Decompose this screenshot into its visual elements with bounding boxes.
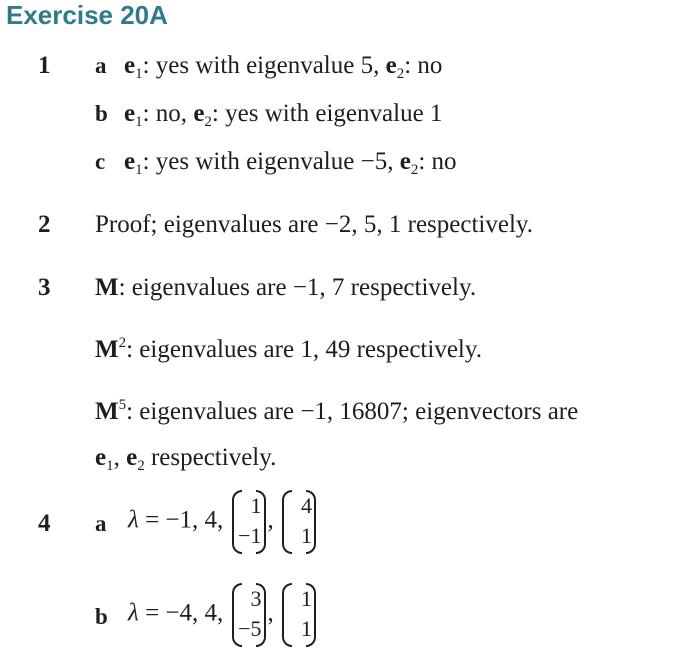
q1-part-c-answer: $e_1$: yes with eigenvalue −5, $e_2$: no (124, 148, 457, 178)
q4-part-a-label: a (95, 511, 107, 536)
q4-part-b-label: b (95, 604, 108, 629)
q4-part-a-answer: λ = −1, 4, 1 −1 , 4 1 (128, 490, 318, 554)
q4b-eigenvector-2: 1 1 (282, 583, 316, 647)
q4a-eigenvector-2: 4 1 (282, 490, 316, 554)
q3-line-eigenvectors: $e_1$, $e_2$ respectively. (95, 444, 277, 474)
question-number-2: 2 (38, 211, 51, 238)
q3-line-m-fifth: $M^5$: eigenvalues are −1, 16807; eigenvectors are (95, 397, 579, 425)
q1-part-c-label: c (95, 149, 106, 174)
q1-part-b-label: b (95, 101, 108, 126)
q4b-eigenvector-1: 3 −5 (232, 583, 266, 647)
q3-line-m: M: eigenvalues are −1, 7 respectively. (95, 274, 477, 301)
q1-part-a-label: a (95, 53, 107, 78)
question-number-3: 3 (38, 274, 51, 301)
q1-part-a-answer: $e_1$: yes with eigenvalue 5, $e_2$: no (124, 52, 443, 82)
q2-answer: Proof; eigenvalues are −2, 5, 1 respectively. (95, 211, 534, 238)
q1-part-b-answer: $e_1$: no, $e_2$: yes with eigenvalue 1 (124, 100, 443, 130)
q4a-eigenvector-1: 1 −1 (232, 490, 266, 554)
question-number-1: 1 (38, 52, 51, 79)
q3-line-m-squared: $M^2$: eigenvalues are 1, 49 respectively. (95, 335, 482, 363)
question-number-4: 4 (38, 510, 51, 537)
q4-part-b-answer: λ = −4, 4, 3 −5 , 1 1 (128, 583, 318, 647)
exercise-heading: Exercise 20A (6, 0, 168, 30)
